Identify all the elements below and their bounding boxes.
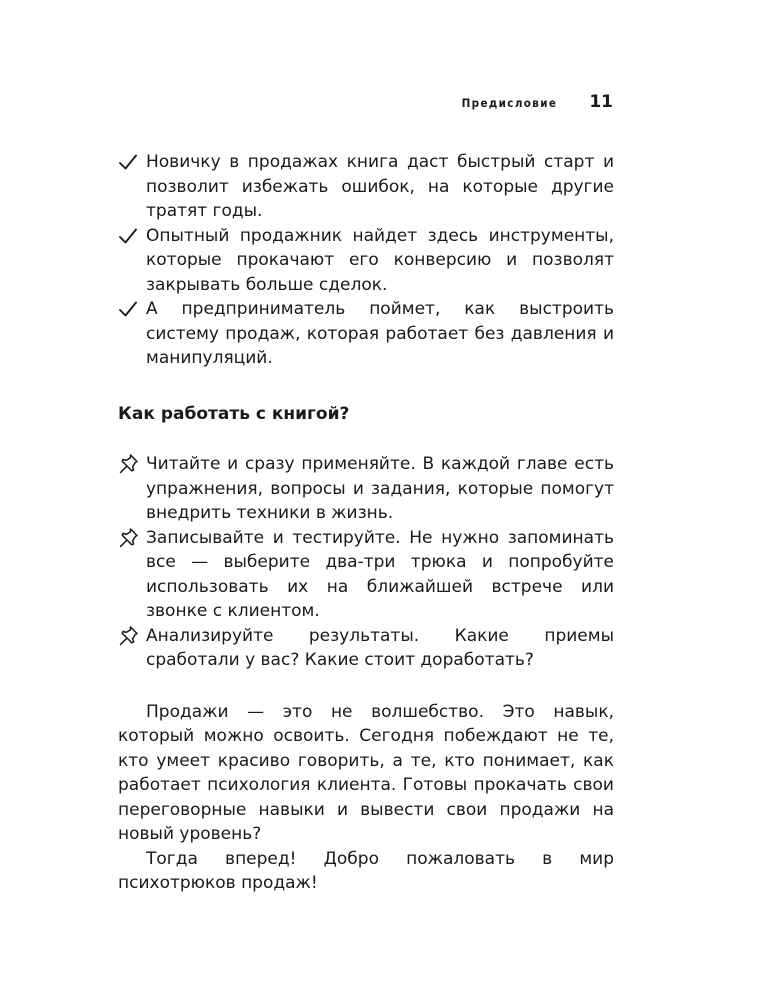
list-item — [118, 452, 614, 526]
list-item — [118, 624, 614, 673]
list-item-text: Новичку в продажах книга даст быстрый старт и позволит избежать ошибок, на которые другие тратят годы. — [146, 152, 614, 221]
list-item-text: А предприниматель поймет, как выстроить систему продаж, которая работает без давления и манипуляций. — [146, 299, 614, 368]
section-heading: Как работать с книгой? — [118, 403, 350, 424]
checkmark-icon — [118, 224, 140, 248]
audience-list — [118, 150, 614, 371]
page-number: 11 — [589, 92, 613, 112]
list-item — [118, 297, 614, 371]
page-content — [118, 150, 614, 896]
list-item — [118, 150, 614, 224]
list-item-text: Анализируйте результаты. Какие приемы сработали у вас? Какие стоит доработать? — [146, 625, 614, 670]
body-paragraph: Тогда вперед! Добро пожаловать в мир психотрюков продаж! — [118, 848, 614, 893]
body-paragraph: Продажи — это не волшебство. Это навык, который можно освоить. Сегодня побеждают не те, кто умеет красиво говорить, а те, кто понимает, как работает психология клиента. Готовы прокачать свои переговорные навыки и вывести свои продажи на новый уровень? — [118, 701, 614, 844]
list-item-text: Записывайте и тестируйте. Не нужно запоминать все — выберите два-три трюка и попробуйте использовать их на ближайшей встрече или звонке с клиентом. — [146, 527, 614, 621]
howto-list — [118, 452, 614, 673]
checkmark-icon — [118, 150, 140, 174]
list-item-text: Читайте и сразу применяйте. В каждой главе есть упражнения, вопросы и задания, которые помогут внедрить техники в жизнь. — [146, 454, 614, 523]
list-item-text: Опытный продажник найдет здесь инструменты, которые прокачают его конверсию и позволят закрывать больше сделок. — [146, 225, 614, 295]
checkmark-icon — [118, 297, 140, 321]
running-header — [462, 92, 613, 112]
chapter-title: Предисловие — [461, 96, 558, 110]
pushpin-icon — [118, 526, 140, 550]
list-item — [118, 224, 614, 298]
pushpin-icon — [118, 452, 140, 476]
list-item — [118, 526, 614, 624]
pushpin-icon — [118, 624, 140, 648]
